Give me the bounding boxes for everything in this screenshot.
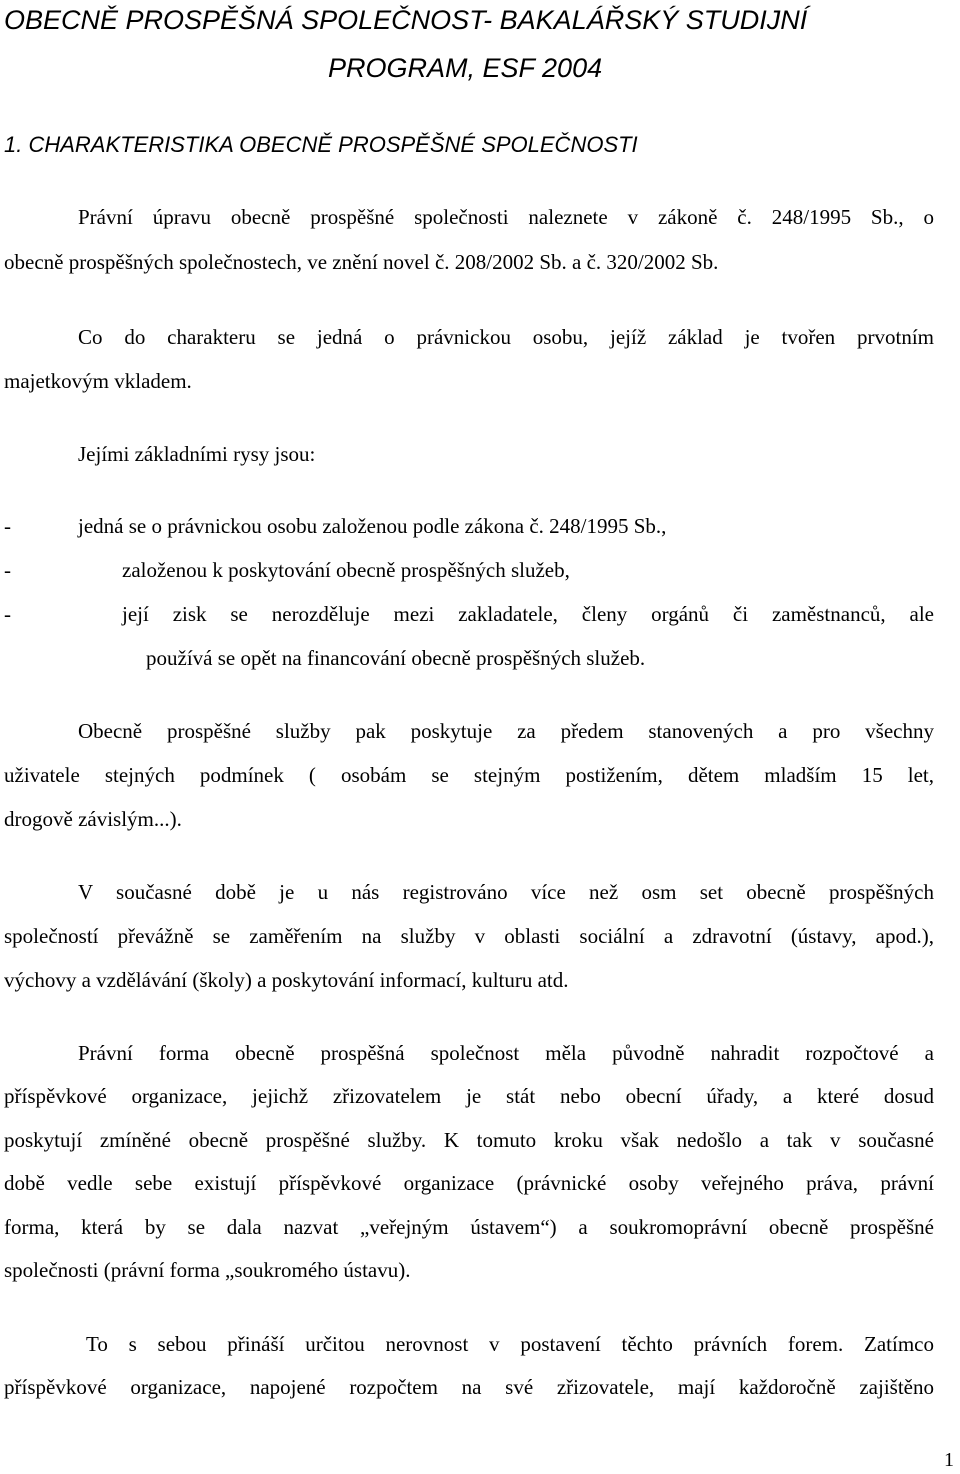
paragraph-5-line-1: V současné době je u nás registrováno více než osm set obecně prospěšných [78,880,934,904]
paragraph-2-line-1: Co do charakteru se jedná o právnickou osobu, jejíž základ je tvořen prvotním [78,325,934,349]
paragraph-2-line-2: majetkovým vkladem. [4,369,192,393]
document-title-line-2: PROGRAM, ESF 2004 [328,53,603,83]
paragraph-3: Jejími základními rysy jsou: [78,442,316,466]
paragraph-6-line-3: poskytují zmíněné obecně prospěšné služby. K tomuto kroku však nedošlo a tak v současné [4,1128,934,1152]
document-title-line-1: OBECNĚ PROSPĚŠNÁ SPOLEČNOST- BAKALÁŘSKÝ STUDIJNÍ [4,5,808,35]
page-number: 1 [944,1449,954,1471]
section-heading: 1. CHARAKTERISTIKA OBECNĚ PROSPĚŠNÉ SPOLEČNOSTI [4,132,638,157]
paragraph-7-line-1: To s sebou přináší určitou nerovnost v postavení těchto právních forem. Zatímco [86,1332,934,1356]
paragraph-6-line-5: forma, která by se dala nazvat „veřejným ústavem“) a soukromoprávní obecně prospěšné [4,1215,934,1239]
paragraph-7-line-2: příspěvkové organizace, napojené rozpočtem na své zřizovatele, mají každoročně zajištěno [4,1375,934,1399]
paragraph-5-line-3: výchovy a vzdělávání (školy) a poskytování informací, kulturu atd. [4,968,569,992]
list-item-text: založenou k poskytování obecně prospěšných služeb, [122,558,570,582]
paragraph-4-line-3: drogově závislým...). [4,807,182,831]
list-item-text-continued: používá se opět na financování obecně prospěšných služeb. [146,646,646,670]
list-item-text: její zisk se nerozděluje mezi zakladatele, členy orgánů či zaměstnanců, ale [122,602,934,626]
list-item-text: jedná se o právnickou osobu založenou podle zákona č. 248/1995 Sb., [78,514,667,538]
paragraph-1-line-1: Právní úpravu obecně prospěšné společnosti naleznete v zákoně č. 248/1995 Sb., o [78,205,934,229]
list-dash: - [4,514,11,538]
paragraph-4-line-1: Obecně prospěšné služby pak poskytuje za předem stanovených a pro všechny [78,719,934,743]
list-dash: - [4,602,11,626]
paragraph-6-line-2: příspěvkové organizace, jejichž zřizovatelem je stát nebo obecní úřady, a které dosud [4,1084,934,1108]
paragraph-6-line-4: době vedle sebe existují příspěvkové organizace (právnické osoby veřejného práva, právní [4,1171,934,1195]
paragraph-6-line-1: Právní forma obecně prospěšná společnost měla původně nahradit rozpočtové a [78,1041,934,1065]
paragraph-5-line-2: společností převážně se zaměřením na služby v oblasti sociální a zdravotní (ústavy, apod.), [4,924,934,948]
paragraph-4-line-2: uživatele stejných podmínek ( osobám se stejným postižením, dětem mladším 15 let, [4,763,934,787]
paragraph-6-line-6: společnosti (právní forma „soukromého ústavu). [4,1258,411,1282]
paragraph-1-line-2: obecně prospěšných společnostech, ve znění novel č. 208/2002 Sb. a č. 320/2002 Sb. [4,250,719,274]
list-dash: - [4,558,11,582]
